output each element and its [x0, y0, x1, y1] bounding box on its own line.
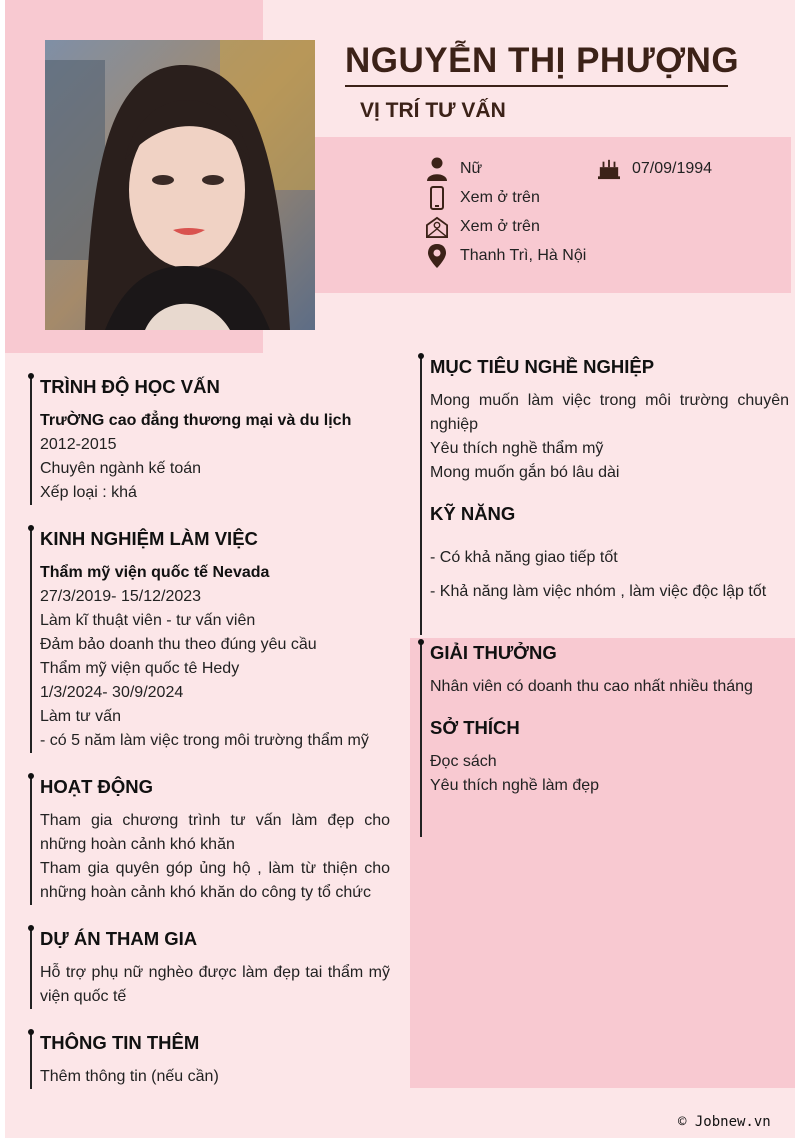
- experience-line: - có 5 năm làm việc trong môi trường thẩm mỹ: [40, 732, 369, 749]
- experience-line: Đảm bảo doanh thu theo đúng yêu cầu: [40, 636, 317, 653]
- skill-line: - Có khả năng giao tiếp tốt: [430, 549, 618, 566]
- more-info-line: Thêm thông tin (nếu cần): [40, 1068, 219, 1085]
- address-value: Thanh Trì, Hà Nội: [460, 247, 587, 264]
- activity-line: Tham gia chương trình tư vấn làm đẹp cho những hoàn cảnh khó khăn: [40, 812, 390, 853]
- awards-title: GIẢI THƯỞNG: [430, 642, 557, 663]
- hobby-line: Đọc sách: [430, 753, 497, 770]
- more-info-section: [40, 1031, 390, 1089]
- profile-photo: [45, 40, 315, 330]
- name-underline: [345, 85, 728, 87]
- section-marker: [420, 355, 422, 635]
- birthday-value: 07/09/1994: [632, 160, 713, 177]
- right-column-band: [410, 638, 795, 1088]
- hobbies-section: [430, 716, 789, 798]
- email-value: Xem ở trên: [460, 218, 540, 235]
- gender-value: Nữ: [460, 160, 483, 177]
- email-icon: [426, 215, 448, 239]
- section-marker: [420, 641, 422, 837]
- project-line: Hỗ trợ phụ nữ nghèo được làm đẹp tai thẩm mỹ viện quốc tế: [40, 964, 390, 1005]
- candidate-name: NGUYỄN THỊ PHƯỢNG: [345, 41, 740, 80]
- awards-section: [430, 641, 789, 699]
- objective-title: MỤC TIÊU NGHỀ NGHIỆP: [430, 356, 655, 377]
- skill-line: - Khả năng làm việc nhóm , làm việc độc lập tốt: [430, 583, 767, 600]
- objective-section: [430, 355, 789, 485]
- hobby-line: Yêu thích nghề làm đẹp: [430, 777, 600, 794]
- experience-section: [40, 527, 390, 753]
- birthday-row: [598, 156, 712, 182]
- phone-value: Xem ở trên: [460, 189, 540, 206]
- experience-line: Làm kĩ thuật viên - tư vấn viên: [40, 612, 256, 629]
- phone-icon: [426, 186, 448, 210]
- experience-line: 27/3/2019- 15/12/2023: [40, 588, 202, 605]
- email-row: [426, 214, 540, 240]
- objective-line: Yêu thích nghề thẩm mỹ: [430, 440, 604, 457]
- skills-section: [430, 502, 789, 604]
- company-name: Thẩm mỹ viện quốc tế Nevada: [40, 564, 270, 581]
- section-marker: [30, 375, 32, 505]
- skills-title: KỸ NĂNG: [430, 503, 516, 524]
- person-icon: [426, 157, 448, 181]
- section-marker: [30, 775, 32, 905]
- experience-title: KINH NGHIỆM LÀM VIỆC: [40, 528, 258, 549]
- objective-line: Mong muốn gắn bó lâu dài: [430, 464, 620, 481]
- more-info-title: THÔNG TIN THÊM: [40, 1032, 200, 1053]
- section-marker: [30, 927, 32, 1009]
- school-name: TrưỜNG cao đẳng thương mại và du lịch: [40, 412, 352, 429]
- education-line: Xếp loại : khá: [40, 484, 137, 501]
- experience-line: Thẩm mỹ viện quốc tê Hedy: [40, 660, 240, 677]
- address-row: [426, 243, 586, 269]
- position-title: VỊ TRÍ TƯ VẤN: [360, 99, 506, 122]
- education-section: [40, 375, 390, 505]
- section-marker: [30, 527, 32, 753]
- activities-section: [40, 775, 390, 905]
- hobbies-title: SỞ THÍCH: [430, 717, 520, 738]
- activities-title: HOẠT ĐỘNG: [40, 776, 154, 797]
- phone-row: [426, 185, 540, 211]
- birthday-cake-icon: [598, 157, 620, 181]
- contact-band: [315, 137, 791, 293]
- experience-line: Làm tư vấn: [40, 708, 121, 725]
- activity-line: Tham gia quyên góp ủng hộ , làm từ thiện cho những hoàn cảnh khó khăn do công ty tổ chức: [40, 860, 390, 901]
- gender-row: [426, 156, 482, 182]
- projects-section: [40, 927, 390, 1009]
- objective-line: Mong muốn làm việc trong môi trường chuyên nghiệp: [430, 392, 789, 433]
- award-line: Nhân viên có doanh thu cao nhất nhiều tháng: [430, 678, 753, 695]
- education-line: Chuyên ngành kế toán: [40, 460, 202, 477]
- location-pin-icon: [426, 244, 448, 268]
- projects-title: DỰ ÁN THAM GIA: [40, 928, 198, 949]
- copyright-footer: © Jobnew.vn: [678, 1114, 771, 1130]
- section-marker: [30, 1031, 32, 1089]
- education-title: TRÌNH ĐỘ HỌC VẤN: [40, 376, 220, 397]
- education-line: 2012-2015: [40, 436, 117, 453]
- experience-line: 1/3/2024- 30/9/2024: [40, 684, 184, 701]
